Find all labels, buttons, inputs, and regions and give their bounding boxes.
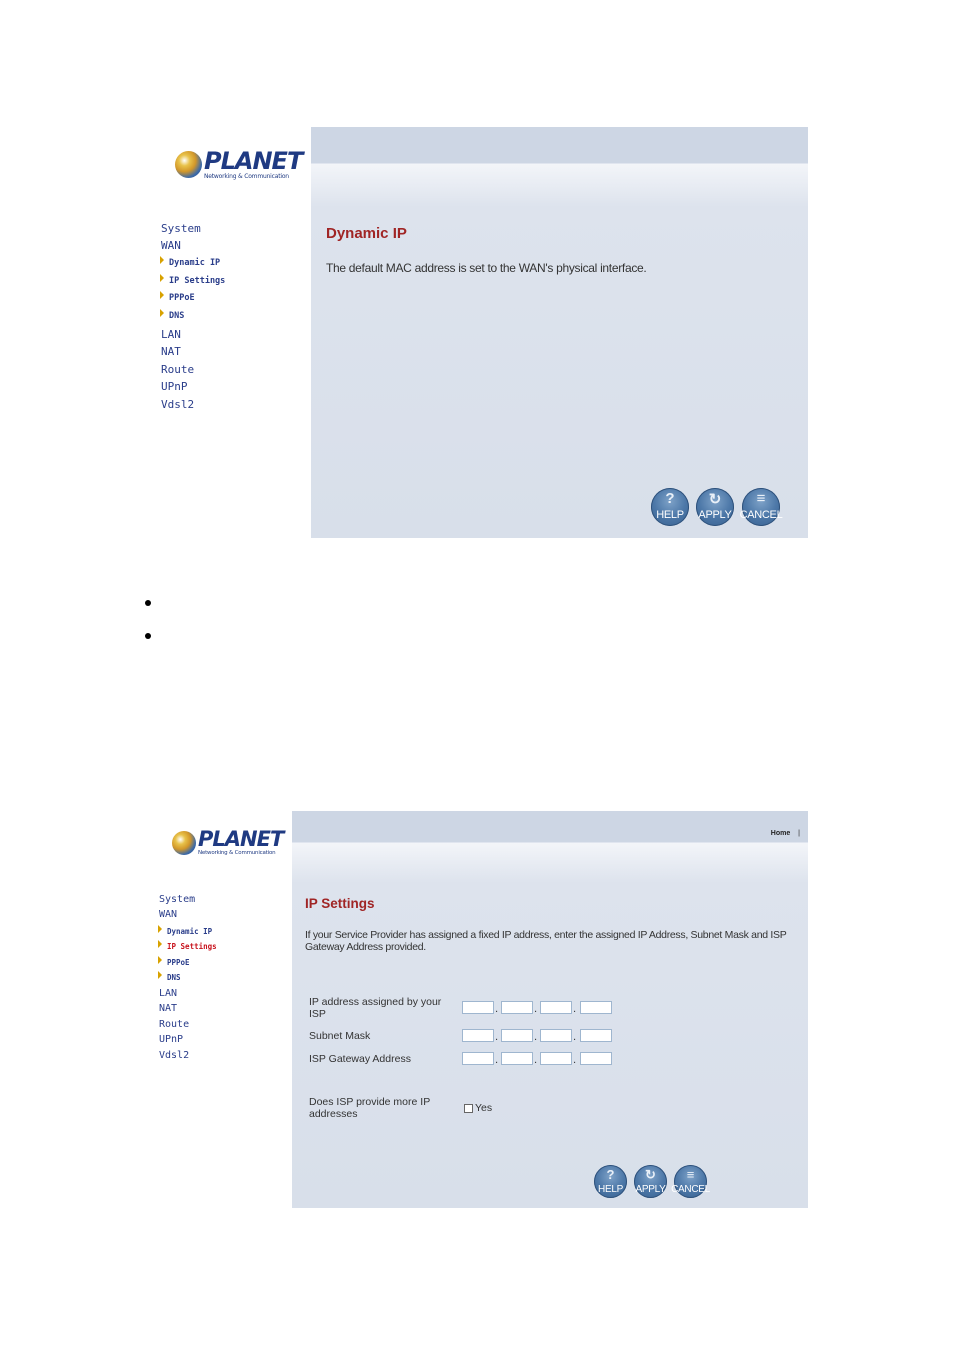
cancel-button-label: CANCEL xyxy=(671,1184,710,1195)
arrow-right-icon xyxy=(158,925,162,933)
subnet-mask-octet-2[interactable] xyxy=(501,1029,533,1042)
question-icon: ? xyxy=(665,490,675,507)
nav-item-vdsl2[interactable]: Vdsl2 xyxy=(159,1050,190,1061)
help-button-label: HELP xyxy=(656,509,684,521)
nav-item-lan[interactable]: LAN xyxy=(161,328,181,341)
page-title: IP Settings xyxy=(305,896,375,911)
logo-text xyxy=(204,149,302,180)
screenshot-ip-settings xyxy=(145,811,808,1208)
subnet-mask-octet-1[interactable] xyxy=(462,1029,494,1042)
nav-item-route[interactable]: Route xyxy=(161,363,195,376)
subnet-mask-octet-4[interactable] xyxy=(580,1029,612,1042)
trash-icon: ≡ xyxy=(756,490,766,507)
logo-brand: PLANET xyxy=(198,827,284,851)
ip-address-octet-1[interactable] xyxy=(462,1001,494,1014)
ip-address-octet-3[interactable] xyxy=(540,1001,572,1014)
cancel-button-label: CANCEL xyxy=(739,509,783,521)
octet-separator: . xyxy=(573,1004,577,1015)
logo-tagline: Networking & Communication xyxy=(204,173,289,180)
octet-separator: . xyxy=(534,1004,538,1015)
octet-separator: . xyxy=(573,1055,577,1066)
more-ip-label: Does ISP provide more IP addresses xyxy=(309,1096,431,1120)
nav-item-lan[interactable]: LAN xyxy=(159,988,178,999)
nav-item-system[interactable]: System xyxy=(161,222,201,235)
apply-button[interactable] xyxy=(634,1165,667,1198)
arrow-right-icon xyxy=(160,309,164,317)
trash-icon: ≡ xyxy=(686,1167,695,1182)
octet-separator: . xyxy=(534,1032,538,1043)
top-nav xyxy=(771,830,800,837)
content-panel xyxy=(311,127,808,538)
content-panel xyxy=(292,811,808,1208)
nav-item-route[interactable]: Route xyxy=(159,1019,190,1030)
question-icon: ? xyxy=(606,1167,615,1182)
arrow-right-icon xyxy=(160,274,164,282)
logo-text xyxy=(198,829,283,857)
apply-icon: ↻ xyxy=(708,491,722,508)
nav-item-nat[interactable]: NAT xyxy=(161,345,181,358)
bullet-point xyxy=(145,633,151,639)
nav-item-ip-settings[interactable]: IP Settings xyxy=(158,940,217,951)
apply-icon: ↻ xyxy=(645,1167,656,1182)
apply-button-label: APPLY xyxy=(698,509,732,521)
nav-item-upnp[interactable]: UPnP xyxy=(159,1034,184,1045)
help-button-label: HELP xyxy=(598,1184,623,1195)
nav-item-wan[interactable]: WAN xyxy=(159,909,178,920)
apply-button[interactable] xyxy=(696,488,734,526)
apply-button-label: APPLY xyxy=(635,1184,666,1195)
logo-brand: PLANET xyxy=(204,147,303,175)
ip-address-label: IP address assigned by your ISP xyxy=(309,996,442,1020)
nav-item-pppoe[interactable]: PPPoE xyxy=(160,291,195,303)
gateway-octet-2[interactable] xyxy=(501,1052,533,1065)
nav-item-vdsl2[interactable]: Vdsl2 xyxy=(161,398,195,411)
nav-item-pppoe[interactable]: PPPoE xyxy=(158,956,190,967)
bullet-point xyxy=(145,600,151,606)
gateway-octet-4[interactable] xyxy=(580,1052,612,1065)
octet-separator: . xyxy=(495,1004,499,1015)
gateway-octet-1[interactable] xyxy=(462,1052,494,1065)
arrow-right-icon xyxy=(158,940,162,948)
home-link[interactable]: Home xyxy=(770,830,791,837)
gateway-octet-3[interactable] xyxy=(540,1052,572,1065)
arrow-right-icon xyxy=(158,956,162,964)
sidebar xyxy=(145,127,311,538)
subnet-mask-label: Subnet Mask xyxy=(309,1030,371,1042)
page-title: Dynamic IP xyxy=(326,225,407,242)
nav-item-wan[interactable]: WAN xyxy=(161,239,181,252)
nav-item-dns[interactable]: DNS xyxy=(158,971,181,982)
octet-separator: . xyxy=(495,1055,499,1066)
ip-address-octet-2[interactable] xyxy=(501,1001,533,1014)
arrow-right-icon xyxy=(160,291,164,299)
nav-item-dynamic-ip[interactable]: Dynamic IP xyxy=(160,256,220,268)
page-description: If your Service Provider has assigned a fixed IP address, enter the assigned IP Address, Subnet Mask and ISP Gateway Address provided. xyxy=(305,929,787,953)
page-description: The default MAC address is set to the WAN's physical interface. xyxy=(326,261,647,275)
sidebar xyxy=(145,811,292,1208)
screenshot-dynamic-ip xyxy=(145,127,808,538)
gateway-label: ISP Gateway Address xyxy=(309,1053,411,1065)
subnet-mask-octet-3[interactable] xyxy=(540,1029,572,1042)
cancel-button[interactable] xyxy=(671,1165,710,1198)
globe-icon xyxy=(172,831,196,855)
octet-separator: . xyxy=(534,1055,538,1066)
nav-item-nat[interactable]: NAT xyxy=(159,1003,178,1014)
octet-separator: . xyxy=(573,1032,577,1043)
ip-address-octet-4[interactable] xyxy=(580,1001,612,1014)
arrow-right-icon xyxy=(160,256,164,264)
more-ip-yes-label: Yes xyxy=(475,1102,493,1114)
nav-item-system[interactable]: System xyxy=(159,894,196,905)
planet-logo[interactable] xyxy=(175,149,302,180)
nav-item-ip-settings[interactable]: IP Settings xyxy=(160,274,225,286)
nav-item-dns[interactable]: DNS xyxy=(160,309,184,321)
top-nav-separator: | xyxy=(798,830,800,837)
nav-item-dynamic-ip[interactable]: Dynamic IP xyxy=(158,925,212,936)
planet-logo[interactable] xyxy=(172,829,283,857)
nav-item-upnp[interactable]: UPnP xyxy=(161,380,188,393)
globe-icon xyxy=(175,151,202,178)
octet-separator: . xyxy=(495,1032,499,1043)
help-button[interactable] xyxy=(651,488,689,526)
more-ip-checkbox[interactable] xyxy=(464,1104,473,1113)
cancel-button[interactable] xyxy=(739,488,783,526)
logo-tagline: Networking & Communication xyxy=(198,850,276,856)
help-button[interactable] xyxy=(594,1165,627,1198)
arrow-right-icon xyxy=(158,971,162,979)
